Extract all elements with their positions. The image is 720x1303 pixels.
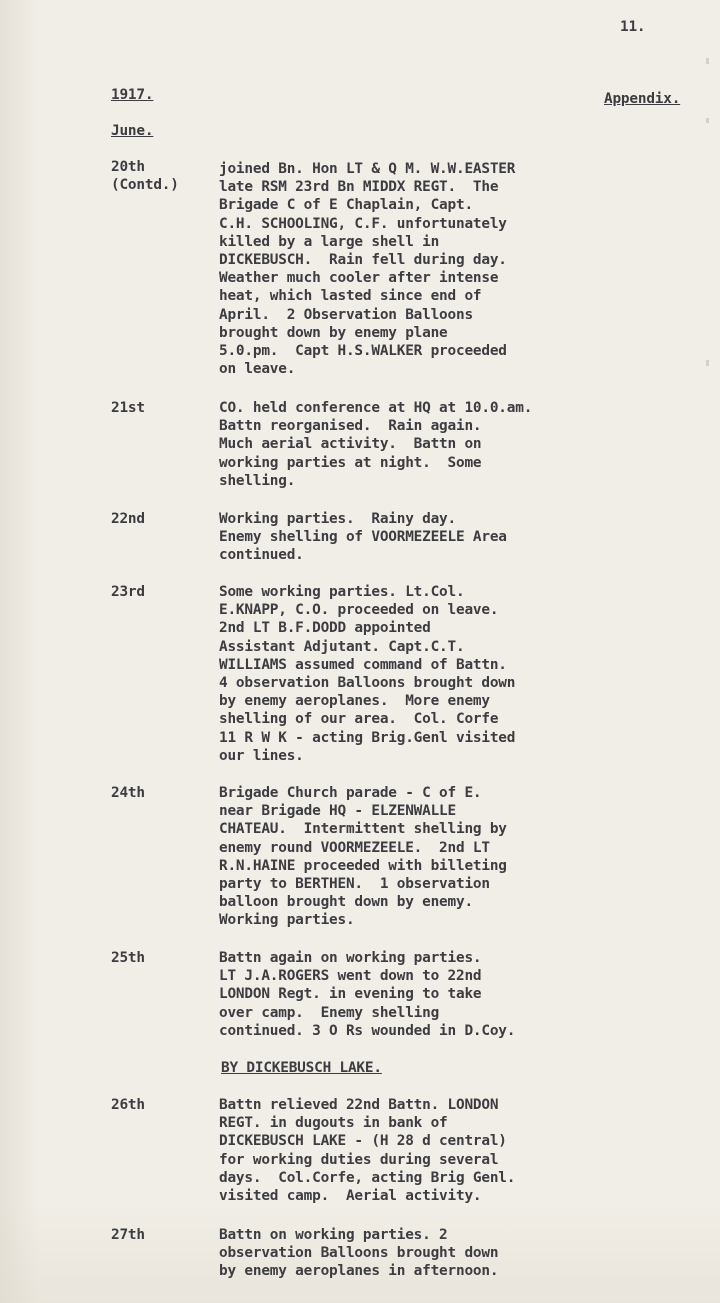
entry-date: 24th <box>111 785 145 801</box>
section-heading: BY DICKEBUSCH LAKE. <box>221 1060 382 1076</box>
entry-text: joined Bn. Hon LT & Q M. W.W.EASTER late RSM 23rd Bn MIDDX REGT. The Brigade C of E Chaplain, Capt. C.H. SCHOOLING, C.F. unfortunately killed by a large shell in DICKEBUSCH. Rain fell during day. Weather much cooler after intense heat, which lasted since end of April. 2 Observation Balloons brought down by enemy plane 5.0.pm. Capt H.S.WALKER proceeded on leave. <box>219 161 516 378</box>
entry-text: Brigade Church parade - C of E. near Brigade HQ - ELZENWALLE CHATEAU. Intermittent shelling by enemy round VOORMEZEELE. 2nd LT R.N.HAINE proceeded with billeting party to BERTHEN. 1 observation balloon brought down by enemy. Working parties. <box>219 785 507 929</box>
entry-date: 25th <box>111 950 145 966</box>
page-number: 11. <box>620 19 646 35</box>
entry-text: Battn relieved 22nd Battn. LONDON REGT. in dugouts in bank of DICKEBUSCH LAKE - (H 28 d central) for working duties during several days. Col.Corfe, acting Brig Genl. visited camp. Aerial activity. <box>219 1097 516 1205</box>
entry-text: Battn on working parties. 2 observation Balloons brought down by enemy aeroplanes in afternoon. <box>219 1227 499 1280</box>
entry-text: Battn again on working parties. LT J.A.ROGERS went down to 22nd LONDON Regt. in evening to take over camp. Enemy shelling continued. 3 O Rs wounded in D.Coy. <box>219 950 516 1039</box>
edge-mark <box>706 58 709 64</box>
entry-text: Working parties. Rainy day. Enemy shelling of VOORMEZEELE Area continued. <box>219 511 507 564</box>
entry-date: 26th <box>111 1097 145 1113</box>
entry-text: Some working parties. Lt.Col. E.KNAPP, C.O. proceeded on leave. 2nd LT B.F.DODD appointed Assistant Adjutant. Capt.C.T. WILLIAMS assumed command of Battn. 4 observation Balloons brought down by enemy aeroplanes. More enemy shelling of our area. Col. Corfe 11 R W K - acting Brig.Genl visited our lines. <box>219 584 516 764</box>
entry-date: 21st <box>111 400 145 416</box>
edge-mark <box>706 360 709 366</box>
month-heading: June. <box>111 123 154 139</box>
entry-date: 23rd <box>111 584 145 600</box>
appendix-heading: Appendix. <box>604 91 681 107</box>
edge-mark <box>706 118 709 123</box>
entry-date: 27th <box>111 1227 145 1243</box>
entry-date: 22nd <box>111 511 145 527</box>
entry-text: CO. held conference at HQ at 10.0.am. Battn reorganised. Rain again. Much aerial activity. Battn on working parties at night. Some shelling. <box>219 400 533 489</box>
entry-date: 20th (Contd.) <box>111 159 179 194</box>
year-heading: 1917. <box>111 87 154 103</box>
